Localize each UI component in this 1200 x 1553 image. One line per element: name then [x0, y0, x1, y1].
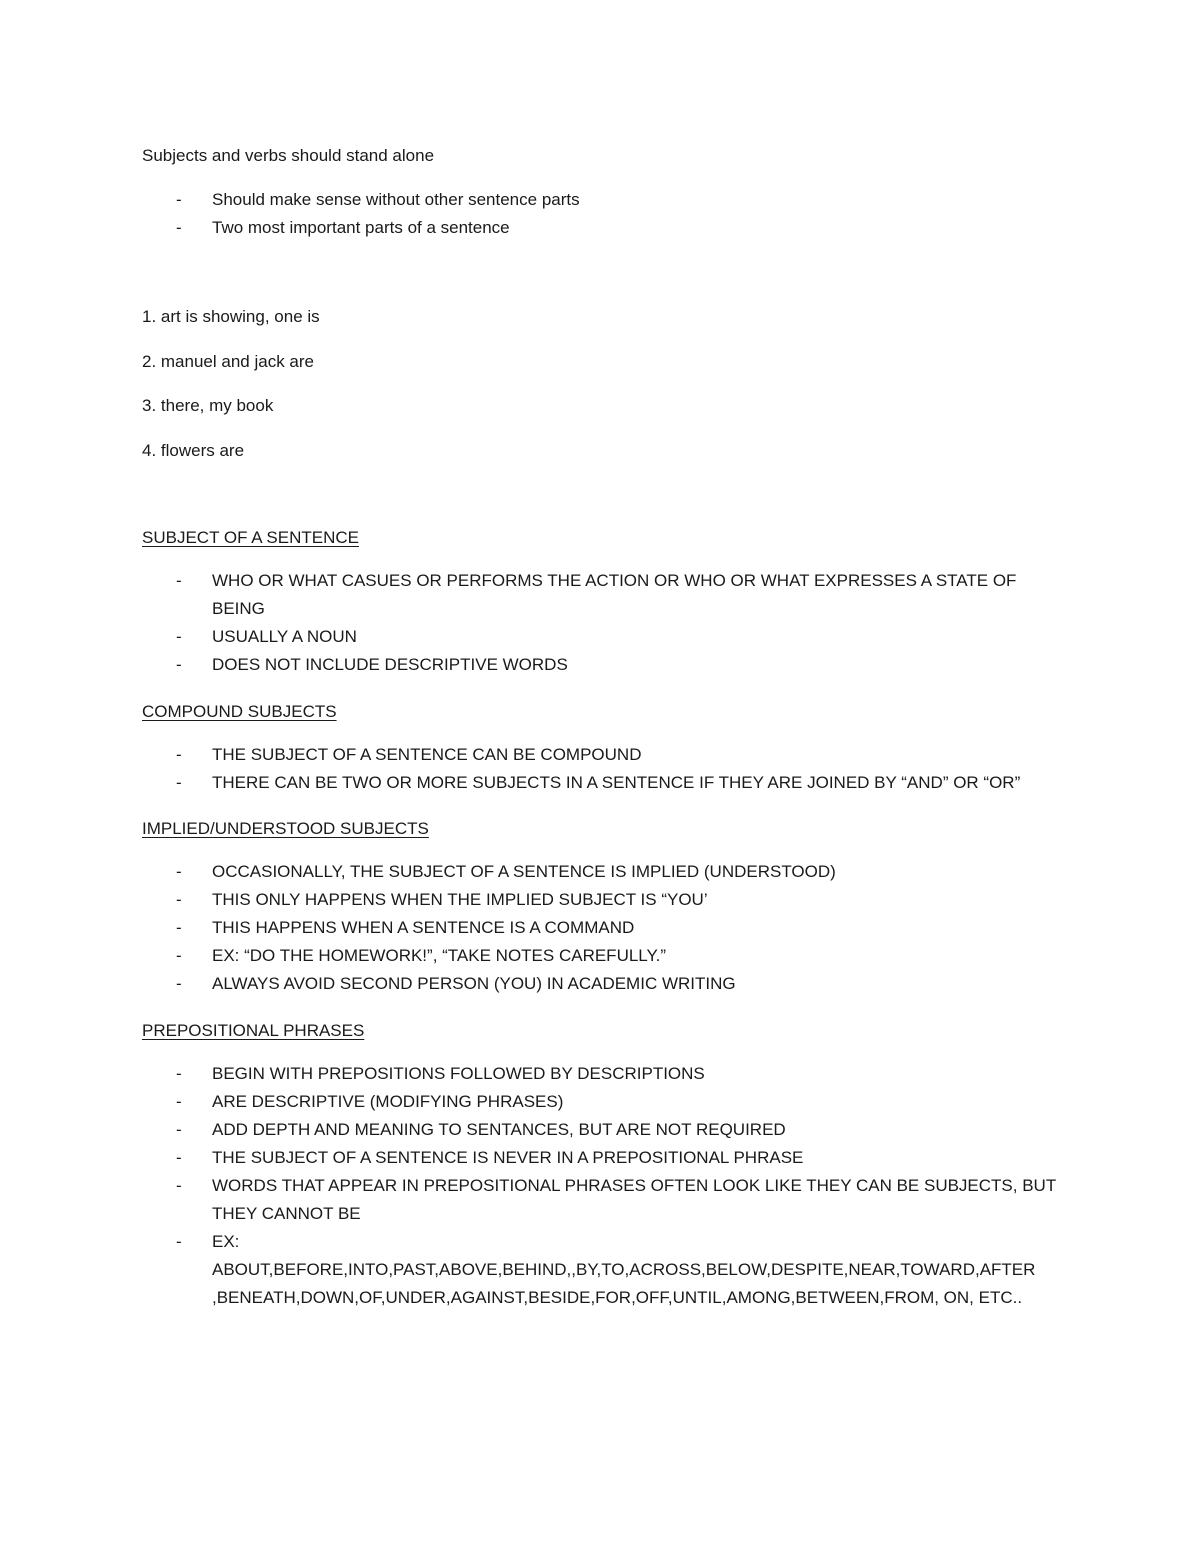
list-item: - THE SUBJECT OF A SENTENCE IS NEVER IN A PREPOSITIONAL PHRASE: [142, 1144, 1062, 1172]
bullet-dash: -: [176, 1176, 182, 1195]
section-heading-compound: COMPOUND SUBJECTS: [142, 702, 337, 721]
bullet-dash: -: [176, 571, 182, 590]
intro-bullet-list: [142, 186, 1062, 242]
bullet-dash: -: [176, 1064, 182, 1083]
bullet-dash: -: [176, 918, 182, 937]
bullet-dash: -: [176, 946, 182, 965]
list-item: - Two most important parts of a sentence: [142, 214, 1062, 242]
bullet-dash: -: [176, 1120, 182, 1139]
list-item: - EX: “DO THE HOMEWORK!”, “TAKE NOTES CAREFULLY.”: [142, 942, 1062, 970]
list-item: - WORDS THAT APPEAR IN PREPOSITIONAL PHRASES OFTEN LOOK LIKE THEY CAN BE SUBJECTS, BUT THEY CANNOT BE: [142, 1172, 1062, 1228]
bullet-dash: -: [176, 655, 182, 674]
bullet-dash: -: [176, 974, 182, 993]
numbered-list: [142, 303, 320, 481]
list-item: - THIS ONLY HAPPENS WHEN THE IMPLIED SUBJECT IS “YOU’: [142, 886, 1062, 914]
section-heading-prepositional: PREPOSITIONAL PHRASES: [142, 1021, 365, 1040]
bullet-dash: -: [176, 745, 182, 764]
list-item: - WHO OR WHAT CASUES OR PERFORMS THE ACTION OR WHO OR WHAT EXPRESSES A STATE OF BEING: [142, 567, 1062, 623]
numbered-item: 1. art is showing, one is: [142, 307, 320, 326]
list-item: - BEGIN WITH PREPOSITIONS FOLLOWED BY DESCRIPTIONS: [142, 1060, 1062, 1088]
list-item: - ADD DEPTH AND MEANING TO SENTANCES, BUT ARE NOT REQUIRED: [142, 1116, 1062, 1144]
bullet-dash: -: [176, 190, 182, 209]
list-item: - THERE CAN BE TWO OR MORE SUBJECTS IN A SENTENCE IF THEY ARE JOINED BY “AND” OR “OR”: [142, 769, 1062, 797]
list-item: - Should make sense without other sentence parts: [142, 186, 1062, 214]
bullet-dash: -: [176, 773, 182, 792]
list-item: - THIS HAPPENS WHEN A SENTENCE IS A COMMAND: [142, 914, 1062, 942]
intro-title: Subjects and verbs should stand alone: [142, 146, 435, 165]
list-item: - USUALLY A NOUN: [142, 623, 1062, 651]
list-item: - DOES NOT INCLUDE DESCRIPTIVE WORDS: [142, 651, 1062, 679]
numbered-item: 2. manuel and jack are: [142, 351, 314, 371]
section-bullet-list: [142, 1060, 1062, 1312]
list-item: - EX: ABOUT,BEFORE,INTO,PAST,ABOVE,BEHIND,,BY,TO,ACROSS,BELOW,DESPITE,NEAR,TOWARD,AFTER ,BENEATH,DOWN,OF,UNDER,AGAINST,BESIDE,FOR,OFF,UNTIL,AMONG,BETWEEN,FROM, ON, ETC..: [142, 1228, 1062, 1312]
bullet-dash: -: [176, 1148, 182, 1167]
section-heading-subject: SUBJECT OF A SENTENCE: [142, 528, 359, 547]
bullet-dash: -: [176, 627, 182, 646]
numbered-item: 4. flowers are: [142, 440, 245, 460]
list-item: - THE SUBJECT OF A SENTENCE CAN BE COMPOUND: [142, 741, 1062, 769]
bullet-dash: -: [176, 218, 182, 237]
list-item: - ALWAYS AVOID SECOND PERSON (YOU) IN ACADEMIC WRITING: [142, 970, 1062, 998]
section-bullet-list: [142, 741, 1062, 797]
list-item: - ARE DESCRIPTIVE (MODIFYING PHRASES): [142, 1088, 1062, 1116]
bullet-dash: -: [176, 890, 182, 909]
bullet-dash: -: [176, 1232, 182, 1251]
section-bullet-list: [142, 567, 1062, 679]
bullet-dash: -: [176, 862, 182, 881]
list-item: - OCCASIONALLY, THE SUBJECT OF A SENTENCE IS IMPLIED (UNDERSTOOD): [142, 858, 1062, 886]
numbered-item: 3. there, my book: [142, 396, 274, 415]
section-heading-implied: IMPLIED/UNDERSTOOD SUBJECTS: [142, 819, 429, 838]
section-bullet-list: [142, 858, 1062, 998]
bullet-dash: -: [176, 1092, 182, 1111]
